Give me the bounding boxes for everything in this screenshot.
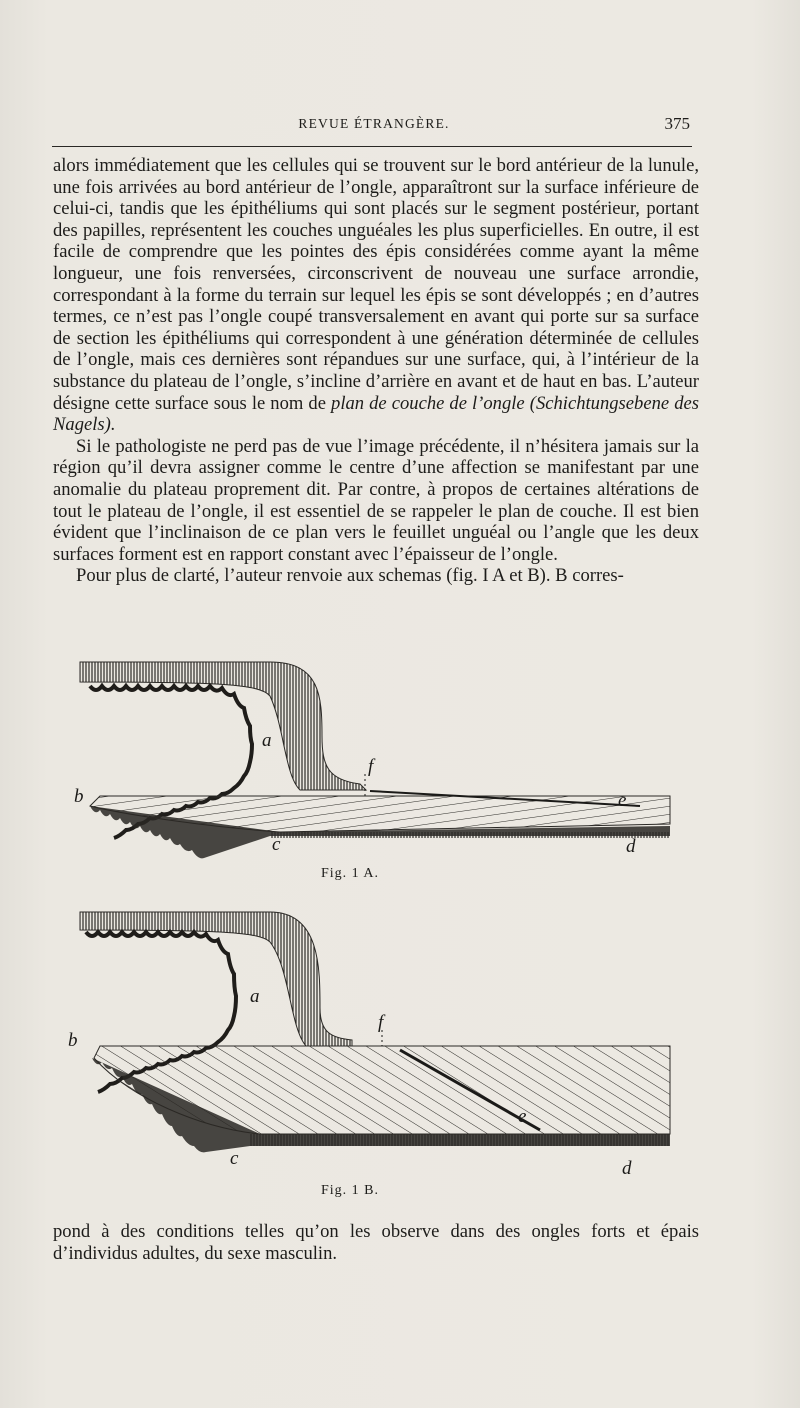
label-a: a bbox=[262, 730, 272, 751]
figure-1a-caption: Fig. 1 A. bbox=[320, 866, 379, 881]
paragraph-2: Si le pathologiste ne perd pas de vue l’image précédente, il n’hésitera jamais sur la région qu’il devra assigner comme le centre d’une affection se manifestant par une anomalie du plateau proprement dit. Par contre, à propos de certaines altérations de tout le plateau de l’ongle, il est essentiel de se rappeler le plan de couche. Il est bien évident que l’inclinaison de ce plan vers le feuillet unguéal ou l’angle que les deux surfaces forment est en rapport constant avec l’épaisseur de l’ongle. bbox=[53, 435, 699, 565]
body-text bbox=[53, 155, 699, 587]
label-b: b bbox=[74, 786, 84, 807]
label-d: d bbox=[626, 836, 636, 857]
figure-1b-nail-diagram bbox=[70, 908, 670, 1180]
paragraph-1 bbox=[53, 155, 699, 436]
label-e: e bbox=[518, 1106, 527, 1127]
label-f: f bbox=[368, 756, 374, 777]
running-header bbox=[50, 112, 698, 136]
italic-term-plan-de-couche: plan de couche de l’ongle bbox=[331, 392, 525, 414]
running-title: REVUE ÉTRANGÈRE. bbox=[298, 116, 450, 131]
label-d: d bbox=[622, 1158, 632, 1179]
header-rule bbox=[52, 146, 692, 147]
closing-text bbox=[53, 1221, 699, 1264]
label-b: b bbox=[68, 1030, 78, 1051]
paragraph-1-text: alors immédiatement que les cellules qui se trouvent sur le bord antérieur de la lunule, une fois arrivées au bord antérieur de l’ongle, apparaîtront sur la surface inférieure de celui-ci, tandis que les épithéliums qui sont placés sur le segment postérieur, portant des papilles, représentent les couches unguéales les plus superficielles. En outre, il est facile de comprendre que les pointes des épis considérées comme ayant la même longueur, une fois renversées, circonscrivent de nouveau une surface arrondie, correspondant à la forme du terrain sur lequel les épis se sont développés ; en d’autres termes, ce n’est pas l’ongle coupé transversalement en avant qui porte sur sa surface de section les épithéliums qui correspondent à une génération déterminée de cellules de l’ongle, mais ces dernières sont répandues sur une surface, qui, à l’intérieur de la substance du plateau de l’ongle, s’incline d’arrière en avant et de haut en bas. L’auteur désigne cette surface sous le nom de bbox=[53, 155, 699, 414]
label-c: c bbox=[272, 834, 281, 855]
label-e: e bbox=[618, 790, 627, 811]
label-a: a bbox=[250, 986, 260, 1007]
figure-1a-nail-diagram bbox=[70, 656, 670, 856]
label-c: c bbox=[230, 1148, 239, 1169]
paragraph-4: pond à des conditions telles qu’on les observe dans des ongles forts et épais d’individus adultes, du sexe masculin. bbox=[53, 1221, 699, 1264]
paragraph-3: Pour plus de clarté, l’auteur renvoie aux schemas (fig. I A et B). B corres- bbox=[76, 565, 624, 587]
figure-1b-caption: Fig. 1 B. bbox=[320, 1183, 379, 1198]
page-number: 375 bbox=[664, 114, 690, 133]
label-f: f bbox=[378, 1012, 384, 1033]
italic-term-schichtungsebene: (Schichtungsebene des Nagels). bbox=[53, 392, 699, 436]
